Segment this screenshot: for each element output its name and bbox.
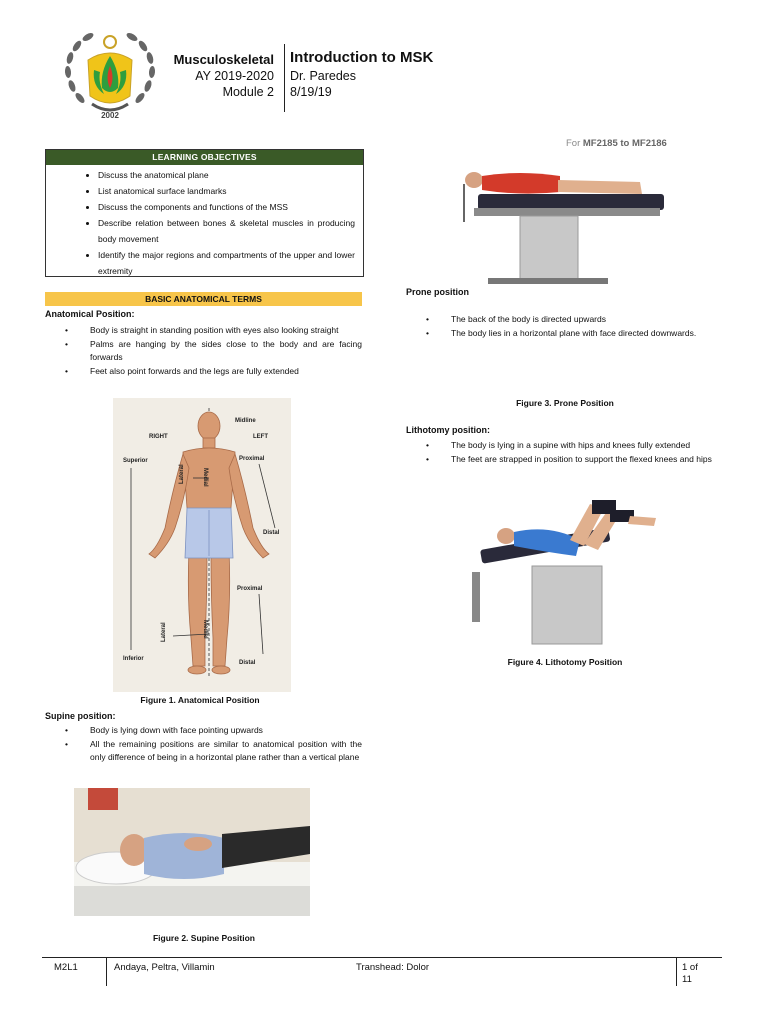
list-item: • Identify the major regions and compartments of the upper and lower extremity <box>98 247 355 279</box>
page-title: Introduction to MSK <box>290 49 434 66</box>
svg-text:Lateral: Lateral <box>179 464 185 484</box>
objectives-list <box>46 165 363 279</box>
supine-position-list <box>45 724 362 765</box>
list-item: • All the remaining positions are similar to anatomical position with the only difference of being in a horizontal plane rather than a vertical plane <box>45 738 362 765</box>
footer-divider <box>106 958 107 986</box>
basic-terms-heading: BASIC ANATOMICAL TERMS <box>45 292 362 306</box>
list-item: • The back of the body is directed upwards <box>406 313 723 327</box>
supine-position-title: Supine position: <box>45 711 116 721</box>
footer-divider <box>676 958 677 986</box>
list-item: • Describe relation between bones & skeletal muscles in producing body movement <box>98 215 355 247</box>
learning-objectives-box <box>45 149 364 277</box>
lithotomy-position-photo <box>470 500 662 646</box>
svg-text:Inferior: Inferior <box>123 656 144 662</box>
anatomical-position-figure <box>113 398 291 692</box>
list-item: • The body is lying in a supine with hips and knees fully extended <box>406 439 723 453</box>
svg-text:Proximal: Proximal <box>237 586 263 592</box>
anatomical-position-title: Anatomical Position: <box>45 309 135 319</box>
figure4-caption: Figure 4. Lithotomy Position <box>507 657 623 667</box>
svg-text:Proximal: Proximal <box>239 456 265 462</box>
svg-text:Medial: Medial <box>202 620 208 639</box>
list-item: • The body lies in a horizontal plane with face directed downwards. <box>406 327 723 341</box>
list-item: • Body is straight in standing position with eyes also looking straight <box>45 324 362 338</box>
svg-text:Distal: Distal <box>263 530 280 536</box>
svg-text:RIGHT: RIGHT <box>149 434 168 440</box>
module-number: Module 2 <box>222 85 274 99</box>
page-number-line2: 11 <box>682 974 692 985</box>
figure2-caption: Figure 2. Supine Position <box>152 933 255 943</box>
list-item: • Discuss the components and functions of the MSS <box>98 199 355 215</box>
page-number <box>682 962 698 986</box>
list-item: • List anatomical surface landmarks <box>98 183 355 199</box>
figure1-caption: Figure 1. Anatomical Position <box>140 695 260 705</box>
header-right <box>290 48 433 100</box>
svg-text:Midline: Midline <box>235 418 256 424</box>
prone-position-list <box>406 313 723 340</box>
academic-year: AY 2019-2020 <box>195 69 274 83</box>
school-logo <box>58 26 162 122</box>
svg-text:LEFT: LEFT <box>253 434 268 440</box>
list-item: • Discuss the anatomical plane <box>98 167 355 183</box>
learning-objectives-heading: LEARNING OBJECTIVES <box>46 150 363 165</box>
header-divider <box>284 44 285 112</box>
prone-position-photo <box>460 162 668 286</box>
list-item: • Feet also point forwards and the legs are fully extended <box>45 365 362 379</box>
svg-text:2002: 2002 <box>101 111 119 120</box>
model-note <box>566 138 667 149</box>
supine-position-photo <box>74 788 310 916</box>
prone-position-title: Prone position <box>406 287 469 297</box>
authors: Andaya, Peltra, Villamin <box>114 962 215 973</box>
lecturer-name: Dr. Paredes <box>290 69 357 83</box>
svg-text:Lateral: Lateral <box>161 622 167 642</box>
list-item: • Palms are hanging by the sides close to the body and are facing forwards <box>45 338 362 365</box>
header-left <box>160 52 274 100</box>
lithotomy-position-list <box>406 439 723 466</box>
svg-text:Superior: Superior <box>123 458 148 464</box>
page-footer <box>42 957 722 986</box>
list-item: • Body is lying down with face pointing upwards <box>45 724 362 738</box>
svg-text:Distal: Distal <box>239 660 256 666</box>
lecture-date: 8/19/19 <box>290 85 332 99</box>
model-note-models: MF2185 to MF2186 <box>582 138 667 149</box>
anatomical-position-list <box>45 324 362 378</box>
model-note-prefix: For <box>566 138 583 149</box>
transhead: Transhead: Dolor <box>356 962 430 973</box>
svg-text:Medial: Medial <box>202 468 208 487</box>
page-number-line1: 1 of <box>682 962 698 973</box>
list-item: • The feet are strapped in position to support the flexed knees and hips <box>406 453 723 467</box>
subject-name: Musculoskeletal <box>173 52 274 67</box>
lecture-code: M2L1 <box>54 962 78 973</box>
figure3-caption: Figure 3. Prone Position <box>516 398 614 408</box>
lithotomy-position-title: Lithotomy position: <box>406 425 490 435</box>
